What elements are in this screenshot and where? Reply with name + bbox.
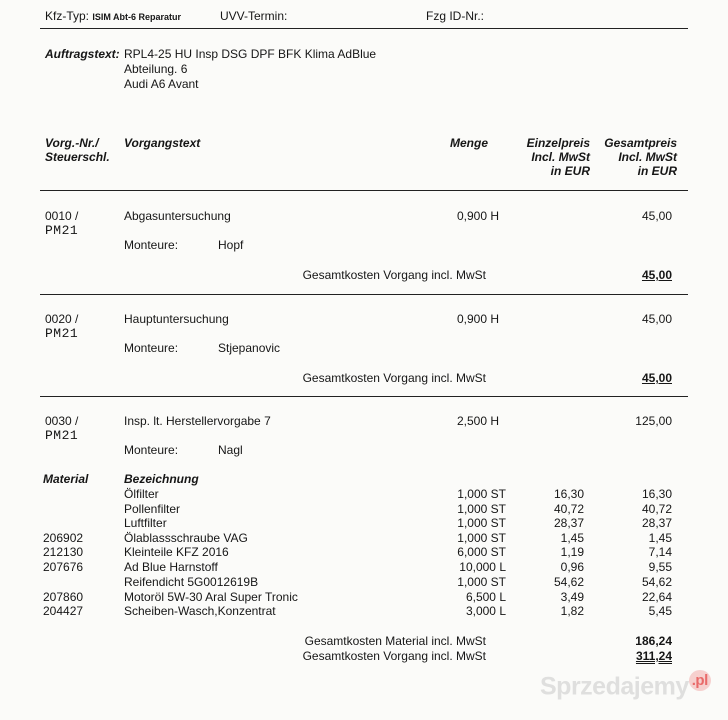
auftrag-label: Auftragstext:: [45, 47, 120, 61]
material-einzel: 1,45: [560, 531, 584, 545]
vorgang-2-menge: 0,900 H: [457, 312, 500, 326]
col-gesamt-2: Incl. MwSt: [618, 150, 677, 164]
vorgang-1-monteure-label: Monteure:: [124, 238, 179, 252]
vorgang-3-total: 311,24: [635, 649, 672, 663]
kfz-value: ISIM Abt-6 Reparatur: [92, 12, 182, 22]
col-einzel-2: Incl. MwSt: [531, 150, 590, 164]
material-menge: 1,000 ST: [457, 531, 506, 545]
col-einzel-1: Einzelpreis: [526, 136, 590, 150]
auftrag-line1: RPL4-25 HU Insp DSG DPF BFK Klima AdBlue: [124, 47, 377, 61]
vorgang-2-code: PM21: [45, 326, 79, 341]
auftrag-line2: Abteilung. 6: [124, 62, 188, 76]
col-text: Vorgangstext: [124, 136, 201, 150]
col-gesamt: [587, 136, 677, 178]
material-einzel: 54,62: [553, 575, 584, 589]
vorgang-2-total-label: Gesamtkosten Vorgang incl. MwSt: [302, 371, 486, 385]
column-divider: [40, 190, 688, 191]
material-gesamt: 5,45: [648, 604, 672, 618]
bezeichnung-label: Bezeichnung: [124, 472, 199, 486]
material-name: Scheiben-Wasch,Konzentrat: [124, 604, 276, 618]
material-menge: 1,000 ST: [457, 502, 506, 516]
vorgang-3-menge: 2,500 H: [457, 414, 500, 428]
vorgang-1-menge: 0,900 H: [457, 209, 500, 223]
material-gesamt: 40,72: [641, 502, 672, 516]
material-name: Kleinteile KFZ 2016: [124, 545, 229, 559]
material-gesamt: 28,37: [641, 516, 672, 530]
material-name: Reifendicht 5G0012619B: [124, 575, 259, 589]
material-menge: 6,500 L: [465, 590, 506, 604]
vorgang-2-monteure-label: Monteure:: [124, 341, 179, 355]
material-einzel: 0,96: [560, 560, 584, 574]
vorgang-2-text: Hauptuntersuchung: [124, 312, 229, 326]
vorgang-2-gesamt: 45,00: [641, 312, 672, 326]
watermark: [540, 672, 711, 701]
material-gesamt: 16,30: [641, 487, 672, 501]
fzg-label: Fzg ID-Nr.:: [426, 9, 485, 23]
vorgang-3-total-label: Gesamtkosten Vorgang incl. MwSt: [302, 649, 486, 663]
vorgang-2-monteur: Stjepanovic: [218, 341, 281, 355]
vorgang-3-monteure-label: Monteure:: [124, 443, 179, 457]
col-menge: Menge: [450, 136, 489, 150]
material-menge: 1,000 ST: [457, 575, 506, 589]
vorgang-1-total: 45,00: [641, 268, 672, 282]
vorgang-1-monteur: Hopf: [218, 238, 244, 252]
material-gesamt: 22,64: [641, 590, 672, 604]
material-einzel: 16,30: [553, 487, 584, 501]
material-nr: 204427: [43, 604, 84, 618]
material-total: 186,24: [635, 634, 672, 648]
col-gesamt-1: Gesamtpreis: [604, 136, 677, 150]
material-name: Luftfilter: [124, 516, 167, 530]
col-einzel: [500, 136, 590, 178]
uvv-label: UVV-Termin:: [220, 9, 288, 23]
col-vorg-1: Vorg.-Nr./: [45, 136, 99, 150]
vorgang-1-divider: [40, 294, 688, 295]
material-gesamt: 1,45: [648, 531, 672, 545]
vorgang-1-text: Abgasuntersuchung: [124, 209, 231, 223]
vorgang-1-code: PM21: [45, 223, 79, 238]
material-menge: 6,000 ST: [457, 545, 506, 559]
material-menge: 10,000 L: [459, 560, 506, 574]
vorgang-3-code: PM21: [45, 428, 79, 443]
material-name: Ad Blue Harnstoff: [124, 560, 218, 574]
material-nr: 207676: [43, 560, 84, 574]
vorgang-3-gesamt: 125,00: [635, 414, 672, 428]
auftrag-line3: Audi A6 Avant: [124, 77, 199, 91]
material-menge: 3,000 L: [465, 604, 506, 618]
material-nr: 212130: [43, 545, 84, 559]
material-einzel: 3,49: [560, 590, 584, 604]
vorgang-3-nr: 0030 /: [45, 414, 79, 428]
vorgang-3-monteur: Nagl: [218, 443, 243, 457]
col-einzel-3: in EUR: [550, 164, 590, 178]
watermark-suffix: .pl: [689, 670, 711, 691]
material-menge: 1,000 ST: [457, 516, 506, 530]
vorgang-1-nr: 0010 /: [45, 209, 79, 223]
material-nr: 206902: [43, 531, 84, 545]
material-name: Motoröl 5W-30 Aral Super Tronic: [124, 590, 298, 604]
material-einzel: 40,72: [553, 502, 584, 516]
material-name: Pollenfilter: [124, 502, 181, 516]
material-nr: 207860: [43, 590, 84, 604]
material-gesamt: 54,62: [641, 575, 672, 589]
material-einzel: 28,37: [553, 516, 584, 530]
vorgang-1-gesamt: 45,00: [641, 209, 672, 223]
kfz-label: Kfz-Typ:: [45, 9, 90, 23]
vorgang-3-text: Insp. lt. Herstellervorgabe 7: [124, 414, 271, 428]
material-total-label: Gesamtkosten Material incl. MwSt: [304, 634, 486, 648]
header-divider: [40, 28, 688, 29]
watermark-text: Sprzedajemy: [540, 672, 689, 701]
col-vorg: [45, 136, 110, 164]
vorgang-1-total-label: Gesamtkosten Vorgang incl. MwSt: [302, 268, 486, 282]
material-name: Ölablassschraube VAG: [124, 531, 248, 545]
vorgang-2-divider: [40, 396, 688, 397]
material-label: Material: [43, 472, 89, 486]
vorgang-2-total: 45,00: [641, 371, 672, 385]
material-menge: 1,000 ST: [457, 487, 506, 501]
material-gesamt: 9,55: [648, 560, 672, 574]
vorgang-2-nr: 0020 /: [45, 312, 79, 326]
kfz-typ: [45, 9, 181, 23]
material-einzel: 1,19: [560, 545, 584, 559]
material-name: Ölfilter: [124, 487, 159, 501]
col-vorg-2: Steuerschl.: [45, 150, 110, 164]
material-gesamt: 7,14: [648, 545, 672, 559]
material-einzel: 1,82: [560, 604, 584, 618]
col-gesamt-3: in EUR: [637, 164, 677, 178]
